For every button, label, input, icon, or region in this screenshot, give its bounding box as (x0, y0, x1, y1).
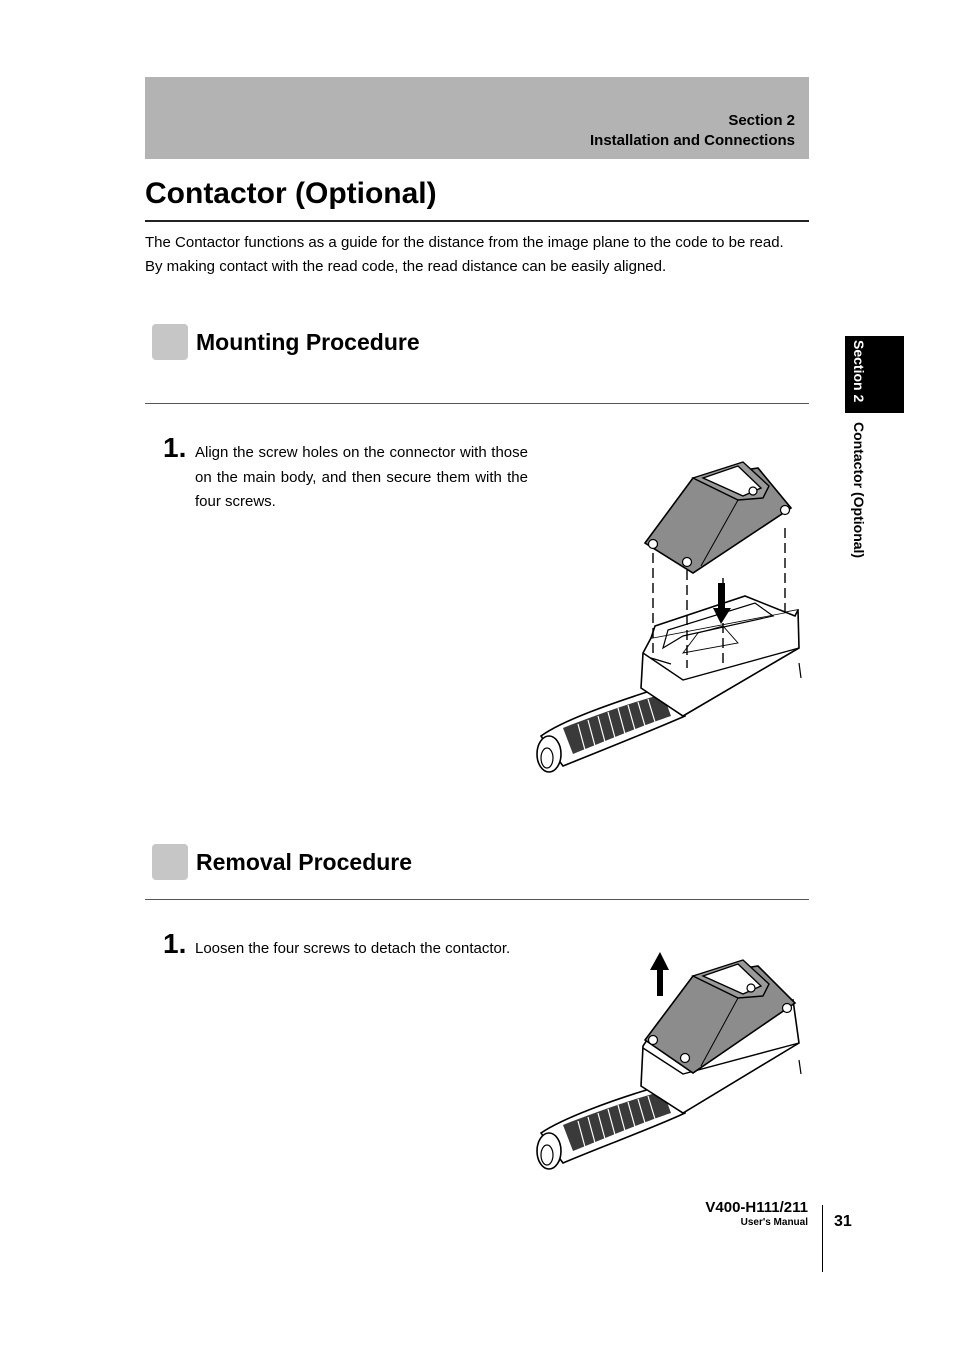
contactor-removal-illustration (533, 948, 813, 1183)
section-title: Installation and Connections (589, 132, 795, 149)
removal-divider (145, 899, 809, 900)
page-number: 31 (834, 1213, 852, 1230)
heading-marker-box (152, 324, 188, 360)
title-divider (145, 220, 809, 222)
mounting-heading-text: Mounting Procedure (196, 329, 420, 355)
section-number: Section 2 (728, 112, 795, 129)
footer-divider (822, 1205, 823, 1272)
section-side-tab (845, 336, 904, 413)
step-text: Loosen the four screws to detach the contactor. (195, 940, 511, 957)
page-title: Contactor (Optional) (145, 177, 437, 210)
intro-paragraph-1: The Contactor functions as a guide for the distance from the image plane to the code to be read. (145, 234, 784, 251)
mounting-divider (145, 403, 809, 404)
header-band (145, 77, 809, 159)
step-number: 1. (163, 928, 187, 959)
heading-marker-box (152, 844, 188, 880)
side-tab-section: Section 2 (851, 340, 867, 403)
footer-manual: User's Manual (740, 1217, 808, 1228)
side-tab-label: Contactor (Optional) (851, 422, 867, 559)
section-header (590, 111, 795, 151)
step-number: 1. (163, 432, 187, 463)
intro-paragraph-2: By making contact with the read code, the read distance can be easily aligned. (145, 258, 667, 275)
removal-heading-text: Removal Procedure (196, 849, 413, 875)
up-arrow-icon (650, 952, 669, 996)
footer-model: V400-H111/211 (705, 1199, 808, 1216)
contactor-part (645, 462, 791, 573)
contactor-mounting-illustration (533, 458, 813, 788)
intro-text (145, 231, 809, 279)
step-text: Align the screw holes on the connector with those on the main body, and then secure them with the four screws. (195, 444, 528, 510)
